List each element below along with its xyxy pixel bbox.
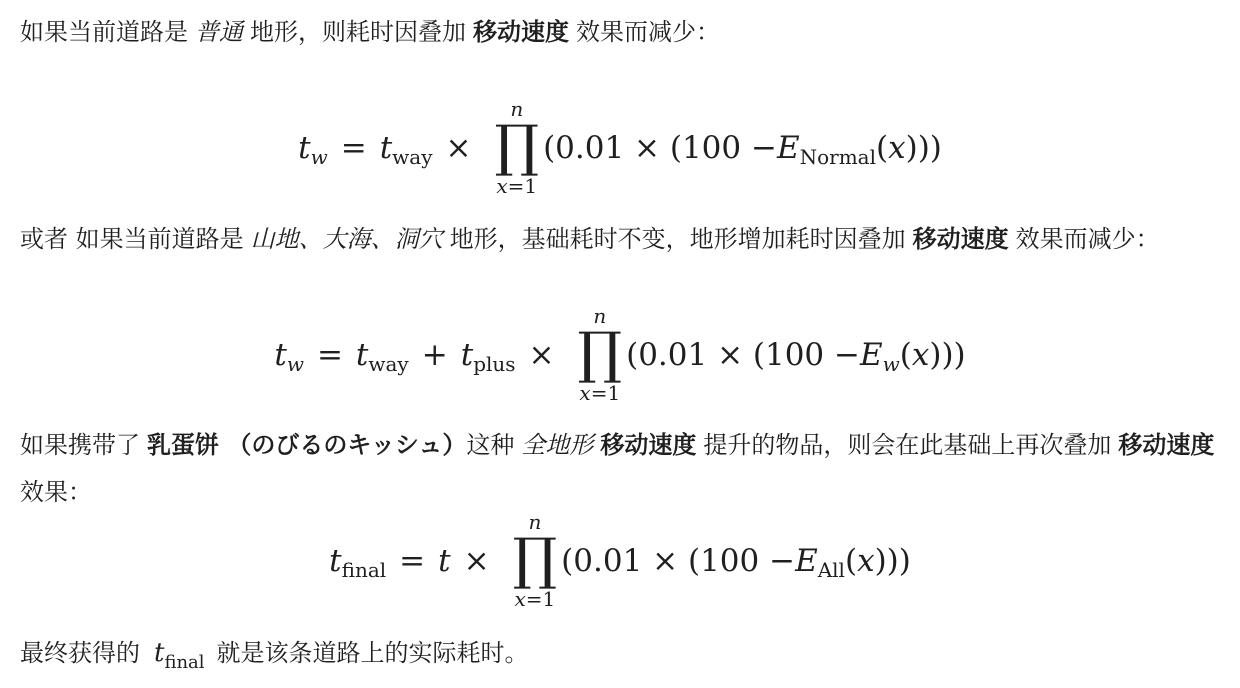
math-subscript: Normal xyxy=(799,145,876,169)
paragraph-quiche-item xyxy=(20,422,1225,516)
math-subscript: way xyxy=(392,145,433,169)
math-var: t xyxy=(379,130,393,166)
math-text: =1 xyxy=(590,381,621,405)
emphasis-normal-terrain: 普通 xyxy=(195,18,243,46)
strong-item-name: 乳蛋饼 （のびるのキッシュ） xyxy=(147,431,467,459)
text: 如果当前道路是 xyxy=(20,18,188,46)
strong-move-speed: 移动速度 xyxy=(600,431,697,459)
product-upper-limit: n xyxy=(593,304,607,328)
paragraph-normal-terrain xyxy=(20,9,1225,56)
math-subscript: final xyxy=(164,652,205,673)
text: 就是该条道路上的实际耗时。 xyxy=(216,639,529,667)
math-subscript: All xyxy=(817,558,845,582)
math-operator: = xyxy=(316,337,343,373)
math-subscript: w xyxy=(286,352,304,376)
product-operator xyxy=(494,99,539,197)
math-operator: × xyxy=(445,130,472,166)
math-text: ))) xyxy=(874,543,911,579)
text: 如果携带了 xyxy=(20,431,140,459)
math-operator: × xyxy=(463,543,490,579)
text: 效果： xyxy=(20,478,92,506)
product-operator xyxy=(513,512,558,610)
math-var: t xyxy=(438,543,451,579)
math-subscript: w xyxy=(882,352,900,376)
text: 或者 如果当前道路是 xyxy=(20,225,244,253)
math-subscript: w xyxy=(310,145,328,169)
math-var: t xyxy=(329,543,342,579)
strong-move-speed: 移动速度 xyxy=(912,225,1009,253)
emphasis-special-terrain: 山地、大海、洞穴 xyxy=(250,225,443,253)
math-var: E xyxy=(795,543,818,579)
math-var: x xyxy=(857,543,875,579)
math-text: =1 xyxy=(507,174,538,198)
strong-move-speed: 移动速度 xyxy=(1118,431,1215,459)
math-text: =1 xyxy=(525,587,556,611)
math-subscript: way xyxy=(368,352,409,376)
text: 提升的物品，则会在此基础上再次叠加 xyxy=(703,431,1112,459)
equation-final xyxy=(0,511,1240,611)
text: 效果而减少： xyxy=(576,18,720,46)
math-text: ( xyxy=(844,543,858,579)
product-upper-limit: n xyxy=(510,97,524,121)
math-var: x xyxy=(514,587,526,611)
math-text: (0.01 × (100 − xyxy=(543,130,777,166)
text: 最终获得的 xyxy=(20,639,140,667)
math-operator: × xyxy=(528,337,555,373)
math-subscript: plus xyxy=(473,352,516,376)
math-var: t xyxy=(154,638,165,668)
inline-math-t-final xyxy=(154,638,205,673)
math-operator: = xyxy=(340,130,367,166)
math-var: t xyxy=(298,130,311,166)
math-text: (0.01 × (100 − xyxy=(561,543,796,579)
emphasis-all-terrain: 全地形 xyxy=(521,431,594,459)
text: 地形，则耗时因叠加 xyxy=(250,18,466,46)
math-var: x xyxy=(579,381,591,405)
paragraph-special-terrain xyxy=(20,216,1225,263)
math-operator: + xyxy=(421,337,448,373)
text: 这种 xyxy=(466,431,515,459)
math-text: ( xyxy=(899,337,912,373)
product-symbol: ∏ xyxy=(577,321,623,386)
product-operator xyxy=(578,306,623,404)
text: 地形，基础耗时不变，地形增加耗时因叠加 xyxy=(449,225,906,253)
math-var: E xyxy=(860,337,883,373)
product-lower-limit xyxy=(496,175,537,197)
math-var: E xyxy=(776,130,800,166)
math-var: x xyxy=(888,130,906,166)
text: 效果而减少： xyxy=(1015,225,1160,253)
math-text: ))) xyxy=(905,130,942,166)
math-subscript: final xyxy=(341,558,387,582)
equation-special xyxy=(0,305,1240,405)
equation-normal xyxy=(0,98,1240,198)
paragraph-conclusion xyxy=(20,630,1225,679)
math-var: t xyxy=(460,337,474,373)
math-var: t xyxy=(355,337,369,373)
math-text: ))) xyxy=(929,337,966,373)
math-text: ( xyxy=(876,130,889,166)
math-var: x xyxy=(911,337,930,373)
product-lower-limit xyxy=(579,382,620,404)
math-operator: = xyxy=(399,543,426,579)
strong-move-speed: 移动速度 xyxy=(473,18,569,46)
math-var: t xyxy=(274,337,287,373)
product-symbol: ∏ xyxy=(494,114,540,179)
math-text: (0.01 × (100 − xyxy=(626,337,860,373)
product-lower-limit xyxy=(515,588,556,610)
product-upper-limit: n xyxy=(528,510,542,534)
product-symbol: ∏ xyxy=(512,527,558,592)
math-var: x xyxy=(496,174,508,198)
